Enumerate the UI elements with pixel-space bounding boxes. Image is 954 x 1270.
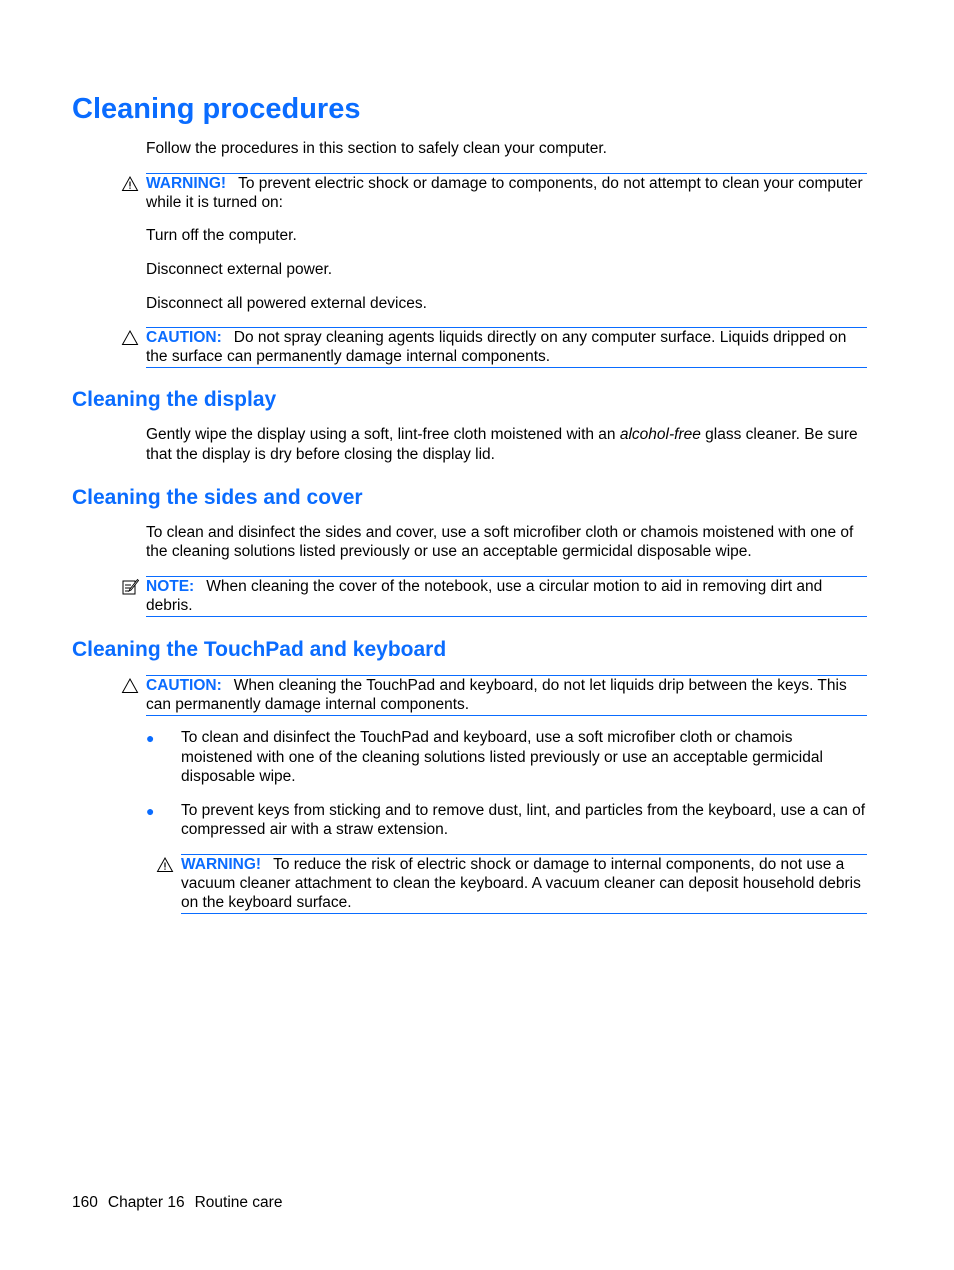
step-item: Disconnect external power. (146, 261, 333, 278)
caution-notice (146, 327, 867, 368)
caution-label: CAUTION: (146, 677, 222, 694)
section-heading-touchpad: Cleaning the TouchPad and keyboard (72, 638, 447, 661)
touchpad-caution-notice (146, 675, 867, 716)
section-heading-display: Cleaning the display (72, 388, 277, 411)
caution-label: CAUTION: (146, 329, 222, 346)
caution-text: Do not spray cleaning agents liquids directly on any computer surface. Liquids dripped on the surface can permanently damage internal components. (146, 329, 847, 365)
intro-paragraph: Follow the procedures in this section to safely clean your computer. (146, 140, 607, 157)
caution-triangle-icon (121, 329, 139, 347)
step-item: Disconnect all powered external devices. (146, 295, 427, 312)
page-footer (72, 1193, 292, 1212)
section-heading-sides: Cleaning the sides and cover (72, 486, 363, 509)
page-number: 160 (72, 1194, 98, 1211)
keyboard-warning-notice (181, 854, 867, 914)
list-item: To prevent keys from sticking and to remove dust, lint, and particles from the keyboard, use a can of compressed air with a straw extension. (181, 802, 866, 838)
warning-label: WARNING! (146, 175, 227, 192)
list-item: To clean and disinfect the TouchPad and keyboard, use a soft microfiber cloth or chamois moistened with one of the cleaning solutions listed previously or use an acceptable germicidal disposable wipe. (181, 729, 823, 785)
note-text: When cleaning the cover of the notebook, use a circular motion to aid in removing dirt and debris. (146, 578, 823, 614)
warning-text: To prevent electric shock or damage to components, do not attempt to clean your computer while it is turned on: (146, 175, 863, 211)
chapter-title: Routine care (194, 1194, 283, 1211)
chapter-label: Chapter 16 (107, 1194, 185, 1211)
warning-notice (146, 173, 867, 212)
caution-text: When cleaning the TouchPad and keyboard, do not let liquids drip between the keys. This can permanently damage internal components. (146, 677, 847, 713)
note-notice (146, 576, 867, 617)
sides-paragraph: To clean and disinfect the sides and cover, use a soft microfiber cloth or chamois moistened with one of the cleaning solutions listed previously or use an acceptable germicidal disposable wipe. (146, 524, 854, 560)
display-paragraph: Gently wipe the display using a soft, lint-free cloth moistened with an alcohol-free glass cleaner. Be sure that the display is dry before closing the display lid. (146, 426, 858, 463)
note-icon (121, 578, 139, 596)
caution-triangle-icon (121, 677, 139, 695)
page-title: Cleaning procedures (72, 93, 361, 125)
warning-label: WARNING! (181, 856, 262, 873)
step-item: Turn off the computer. (146, 227, 297, 244)
warning-triangle-icon (121, 175, 139, 193)
note-label: NOTE: (146, 578, 195, 595)
warning-triangle-icon (156, 856, 174, 874)
bullet-dot-icon: ● (146, 803, 155, 819)
warning-text: To reduce the risk of electric shock or damage to internal components, do not use a vacuum cleaner attachment to clean the keyboard. A vacuum cleaner can deposit household debris on the keyboard surface. (181, 856, 861, 911)
bullet-dot-icon: ● (146, 730, 155, 746)
